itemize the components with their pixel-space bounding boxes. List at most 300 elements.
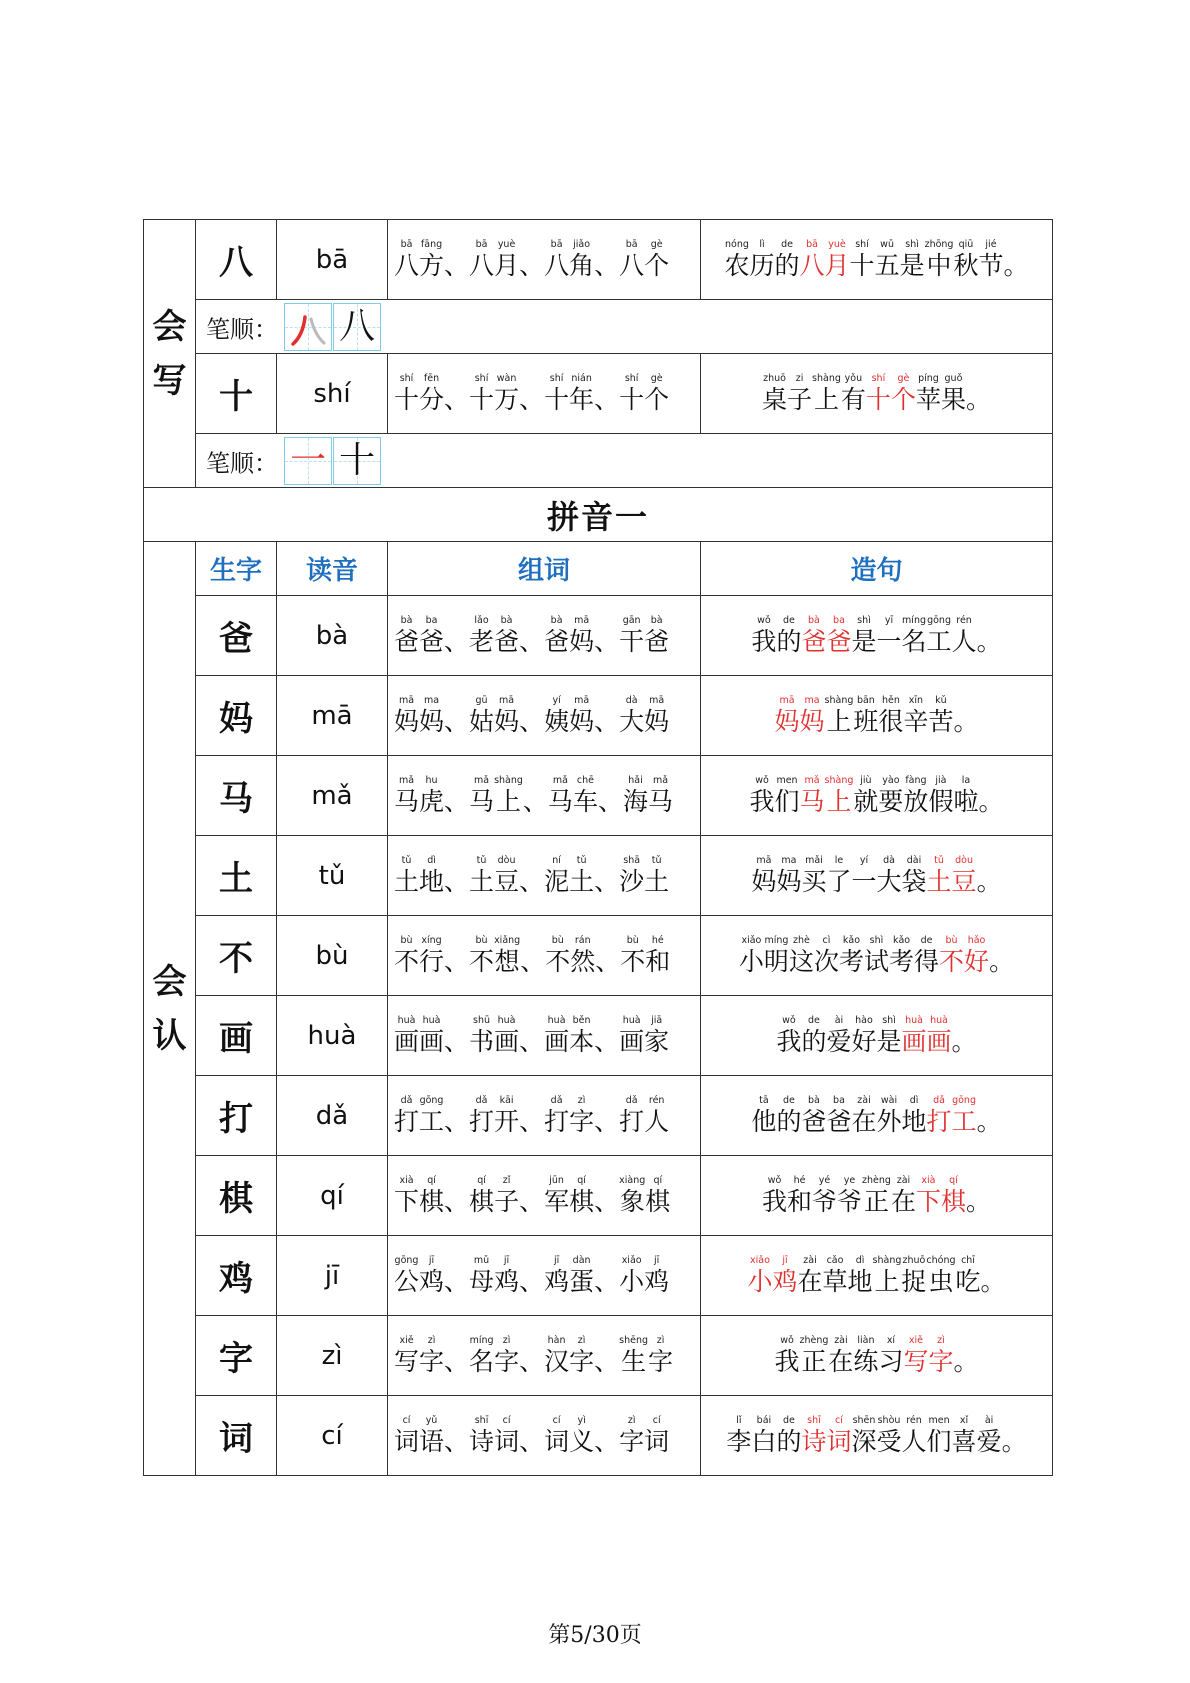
hanzi: 妈 (774, 706, 800, 736)
hanzi: 汉 (544, 1346, 570, 1376)
hanzi: 、 (444, 1426, 470, 1456)
hanzi: 写 (394, 1346, 420, 1376)
hanzi: 。 (989, 946, 1015, 976)
pinyin-annotation: shí (855, 238, 869, 250)
punctuation (444, 1015, 469, 1057)
ruby-char (977, 1415, 1002, 1457)
hanzi: 的 (801, 1026, 827, 1056)
ruby-char (902, 1415, 927, 1457)
hanzi: 月 (824, 250, 850, 280)
ruby-char (544, 239, 569, 281)
hanzi: 我 (774, 1346, 800, 1376)
pinyin-annotation: bà (400, 614, 413, 626)
ruby-char (394, 373, 419, 415)
ruby-char (494, 855, 519, 897)
hanzi: 不 (545, 946, 571, 976)
punctuation (966, 1175, 991, 1217)
hanzi: 爸 (494, 626, 520, 656)
pinyin-annotation: xiě (908, 1334, 924, 1346)
hanzi: 、 (519, 1186, 545, 1216)
ruby-char (900, 239, 925, 281)
example-sentence (701, 1156, 1053, 1236)
hanzi: 外 (876, 1106, 902, 1136)
pinyin-annotation: gè (897, 372, 910, 384)
hanzi: 八 (799, 250, 825, 280)
ruby-char (419, 1015, 444, 1057)
pinyin-annotation: tǔ (651, 854, 662, 866)
hanzi: 打 (926, 1106, 952, 1136)
ruby-char (419, 695, 444, 737)
ruby-char (544, 1415, 569, 1457)
pinyin-annotation: qí (577, 1174, 586, 1186)
punctuation (594, 1415, 619, 1457)
hanzi: 、 (594, 384, 620, 414)
hanzi: 妈 (569, 626, 595, 656)
pinyin-annotation: hé (651, 934, 664, 946)
pinyin-annotation: huà (397, 1014, 416, 1026)
pinyin-annotation: lǐ (736, 1414, 742, 1426)
pinyin-annotation: jiā (651, 1014, 663, 1026)
character: 字 (196, 1316, 277, 1396)
punctuation (977, 1095, 1002, 1137)
ruby-char (469, 1255, 494, 1297)
hanzi: 中 (926, 250, 952, 280)
ruby-char (644, 239, 669, 281)
write-row-ba (144, 220, 1053, 300)
pinyin-annotation: xià (921, 1174, 936, 1186)
section-title: 拼音一 (144, 488, 1053, 542)
hanzi: 。 (976, 866, 1002, 896)
pinyin-annotation: tǔ (934, 854, 944, 866)
pinyin-annotation: xǐ (959, 1414, 969, 1426)
ruby-char (469, 1095, 494, 1137)
hanzi: 词 (544, 1426, 570, 1456)
ruby-char (877, 1095, 902, 1137)
hanzi: 词 (494, 1426, 520, 1456)
pinyin-annotation: fēn (423, 372, 440, 384)
pinyin-annotation: xīn (908, 694, 924, 706)
pinyin-annotation: de (920, 934, 933, 946)
punctuation (989, 935, 1014, 977)
pinyin-annotation: bān (856, 694, 875, 706)
pinyin-annotation: dì (855, 1254, 865, 1266)
ruby-char (726, 1415, 751, 1457)
pinyin-annotation: ma (804, 694, 820, 706)
hanzi: 要 (878, 786, 904, 816)
ruby-char (825, 775, 854, 817)
hanzi: 妈 (751, 866, 777, 896)
hanzi: 下 (394, 1186, 420, 1216)
ruby-char (644, 695, 669, 737)
hanzi: 、 (444, 786, 470, 816)
hanzi: 角 (569, 250, 595, 280)
pinyin-annotation: shā (623, 854, 641, 866)
word-list (388, 676, 701, 756)
hanzi: 八 (544, 250, 570, 280)
ruby-char (469, 855, 494, 897)
pinyin-annotation: bù (400, 934, 413, 946)
ruby-char (877, 1015, 902, 1057)
hanzi: 字 (619, 1426, 645, 1456)
ruby-char (801, 1095, 826, 1137)
pinyin-annotation: ba (833, 614, 845, 626)
ruby-char (850, 239, 875, 281)
hanzi: 考 (838, 946, 864, 976)
pinyin-annotation: shí (549, 372, 564, 384)
hanzi: 试 (863, 946, 889, 976)
vocabulary-table (143, 219, 1053, 1476)
pinyin-annotation: qí (949, 1174, 958, 1186)
pinyin-annotation: zhuō (763, 372, 786, 384)
pinyin-annotation: men (928, 1414, 950, 1426)
ruby-char (851, 1095, 876, 1137)
ruby-char (469, 1415, 494, 1457)
ruby-char (469, 775, 494, 817)
pinyin-annotation: fàng (905, 774, 927, 786)
character: 八 (196, 220, 277, 300)
ruby-char (914, 935, 939, 977)
pinyin-annotation: ma (781, 854, 797, 866)
ruby-char (927, 615, 952, 657)
hanzi: 十 (865, 384, 891, 414)
pinyin-annotation: bā (400, 238, 413, 250)
word-list (388, 1236, 701, 1316)
ruby-char (873, 1255, 902, 1297)
ruby-char (469, 373, 494, 415)
ruby-char (826, 1415, 851, 1457)
hanzi: 喜 (951, 1426, 977, 1456)
hanzi: 地 (901, 1106, 927, 1136)
hanzi: 棋 (645, 1186, 671, 1216)
hanzi: 大 (619, 706, 645, 736)
character: 词 (196, 1396, 277, 1476)
hanzi: 小 (738, 946, 764, 976)
pinyin-annotation: shàng (824, 694, 854, 706)
ruby-char (812, 373, 841, 415)
hanzi: 了 (826, 866, 852, 896)
hanzi: 啦 (953, 786, 979, 816)
ruby-char (544, 373, 569, 415)
hanzi: 马 (547, 786, 573, 816)
pinyin-annotation: cí (402, 1414, 411, 1426)
hanzi: 豆 (951, 866, 977, 896)
punctuation (1004, 239, 1029, 281)
hanzi: 妈 (799, 706, 825, 736)
pinyin-annotation: yī (884, 614, 894, 626)
pinyin-annotation: yí (552, 694, 561, 706)
ruby-char (419, 935, 444, 977)
ruby-char (394, 239, 419, 281)
hanzi: 。 (966, 1186, 992, 1216)
pinyin-annotation: cí (552, 1414, 561, 1426)
pinyin-annotation: yé (818, 1174, 831, 1186)
ruby-char (494, 373, 519, 415)
hanzi: 名 (469, 1346, 495, 1376)
hanzi: 、 (519, 250, 545, 280)
ruby-char (866, 373, 891, 415)
ruby-char (469, 1015, 494, 1057)
pinyin: bà (277, 596, 388, 676)
pinyin-annotation: wàn (496, 372, 517, 384)
hanzi: 不 (620, 946, 646, 976)
section-title-row (144, 488, 1053, 542)
pinyin-annotation: zì (502, 1334, 511, 1346)
ruby-char (775, 239, 800, 281)
pinyin-annotation: mā (574, 694, 590, 706)
pinyin-annotation: gōng (419, 1094, 444, 1106)
stroke-step-1 (288, 306, 328, 347)
header-row (144, 542, 1053, 596)
ruby-char (826, 855, 851, 897)
hanzi: 捉 (901, 1266, 927, 1296)
ruby-char (925, 239, 954, 281)
example-sentence (701, 1396, 1053, 1476)
hanzi: 十 (469, 384, 495, 414)
pinyin-annotation: chī (961, 1254, 975, 1266)
pinyin-annotation: yuè (828, 238, 846, 250)
hanzi: 名 (901, 626, 927, 656)
ruby-char (776, 1015, 801, 1057)
hanzi: 。 (953, 706, 979, 736)
pinyin-annotation: men (776, 774, 798, 786)
pinyin-annotation: míng (902, 614, 926, 626)
hanzi: 语 (419, 1426, 445, 1456)
pinyin-annotation: wǒ (755, 774, 769, 786)
hanzi: 明 (763, 946, 789, 976)
word-list (388, 1316, 701, 1396)
ruby-char (928, 695, 953, 737)
pinyin-annotation: qí (427, 1174, 436, 1186)
ruby-char (775, 775, 800, 817)
table-row (144, 756, 1053, 836)
ruby-char (751, 615, 776, 657)
hanzi: 李 (726, 1426, 752, 1456)
hanzi: 爸 (644, 626, 670, 656)
pinyin-annotation: zì (577, 1094, 586, 1106)
ruby-char (619, 855, 644, 897)
header-character: 生字 (196, 542, 277, 596)
hanzi: 上 (826, 706, 852, 736)
hanzi: 然 (570, 946, 596, 976)
pinyin-annotation: rén (956, 614, 972, 626)
hanzi: 地 (419, 866, 445, 896)
ruby-char (644, 373, 669, 415)
ruby-char (469, 1175, 494, 1217)
hanzi: 土 (926, 866, 952, 896)
hanzi: 们 (926, 1426, 952, 1456)
pinyin-annotation: zǐ (502, 1174, 511, 1186)
pinyin-annotation: dà (625, 694, 638, 706)
ruby-char (644, 1255, 669, 1297)
pinyin-annotation: shí (399, 372, 414, 384)
ruby-char (419, 1175, 444, 1217)
hanzi: 年 (569, 384, 595, 414)
hanzi: 词 (826, 1426, 852, 1456)
hanzi: 个 (644, 250, 670, 280)
pinyin-annotation: mā (499, 694, 515, 706)
pinyin-annotation: zhuō (902, 1254, 926, 1266)
hanzi: 马 (469, 786, 495, 816)
pinyin-annotation: gōng (927, 614, 951, 626)
hanzi: 爱 (976, 1426, 1002, 1456)
hanzi: 上 (826, 786, 852, 816)
pinyin-annotation: zhèng (862, 1174, 891, 1186)
pinyin-annotation: xíng (421, 934, 442, 946)
ruby-char (939, 935, 964, 977)
table-row (144, 1316, 1053, 1396)
pinyin-annotation: mǔ (473, 1254, 490, 1266)
ruby-char (645, 935, 670, 977)
pinyin-annotation: shēng (619, 1334, 649, 1346)
ruby-char (927, 855, 952, 897)
pinyin-annotation: jī (782, 1254, 788, 1266)
pinyin-annotation: bù (475, 934, 488, 946)
hanzi: 画 (394, 1026, 420, 1056)
hanzi: 棋 (940, 1186, 966, 1216)
hanzi: 在 (797, 1266, 823, 1296)
pinyin-annotation: bà (808, 1094, 820, 1106)
hanzi: 姑 (469, 706, 495, 736)
hanzi: 、 (519, 1426, 545, 1456)
hanzi: 、 (594, 1026, 620, 1056)
hanzi: 节 (978, 250, 1004, 280)
hanzi: 工 (926, 626, 952, 656)
ruby-char (875, 239, 900, 281)
hanzi: 字 (648, 1346, 674, 1376)
punctuation (444, 239, 469, 281)
pinyin-annotation: kǔ (935, 694, 947, 706)
ruby-char (928, 1335, 953, 1377)
hanzi: 。 (953, 1346, 979, 1376)
hanzi: 、 (594, 1266, 620, 1296)
punctuation (519, 1095, 544, 1137)
pinyin-annotation: mā (756, 854, 772, 866)
pinyin-annotation: dòu (497, 854, 516, 866)
hanzi: 、 (444, 706, 470, 736)
ruby-char (645, 1175, 670, 1217)
character: 马 (196, 756, 277, 836)
punctuation (444, 695, 469, 737)
hanzi: 打 (394, 1106, 420, 1136)
ruby-char (494, 1255, 519, 1297)
ruby-char (877, 855, 902, 897)
pinyin-annotation: zài (803, 1254, 817, 1266)
pinyin-annotation: shī (807, 1414, 821, 1426)
ruby-char (644, 1015, 669, 1057)
ruby-char (570, 935, 595, 977)
ruby-char (826, 1095, 851, 1137)
pinyin-annotation: zi (795, 372, 804, 384)
pinyin-annotation: tǔ (401, 854, 412, 866)
hanzi: 字 (419, 1346, 445, 1376)
stroke-order-label: 笔顺： (206, 449, 278, 477)
hanzi: 妈 (394, 706, 420, 736)
hanzi: 义 (569, 1426, 595, 1456)
hanzi: 家 (644, 1026, 670, 1056)
punctuation (444, 1255, 469, 1297)
hanzi: 、 (444, 1346, 470, 1376)
ruby-char (774, 1335, 799, 1377)
pinyin-annotation: de (808, 1014, 820, 1026)
hanzi: 八 (394, 250, 420, 280)
hanzi: 棋 (469, 1186, 495, 1216)
pinyin-annotation: shàng (872, 1254, 902, 1266)
pinyin-annotation: yì (577, 1414, 586, 1426)
ruby-char (394, 855, 419, 897)
character: 土 (196, 836, 277, 916)
ruby-char (494, 1335, 519, 1377)
hanzi: 沙 (619, 866, 645, 896)
pinyin: bā (277, 220, 388, 300)
pinyin-annotation: dài (906, 854, 922, 866)
pinyin-annotation: xiě (399, 1334, 414, 1346)
pinyin-annotation: huà (930, 1014, 948, 1026)
pinyin-annotation: bā (550, 238, 563, 250)
hanzi: 爸 (394, 626, 420, 656)
hanzi: 好 (851, 1026, 877, 1056)
hanzi: 得 (914, 946, 940, 976)
hanzi: 子 (787, 384, 813, 414)
word-list (388, 916, 701, 996)
pinyin-annotation: jiù (860, 774, 872, 786)
ruby-char (903, 695, 928, 737)
hanzi: 正 (863, 1186, 889, 1216)
ruby-char (762, 373, 787, 415)
pinyin-annotation: bù (945, 934, 958, 946)
pinyin-annotation: shì (882, 1014, 896, 1026)
ruby-char (926, 1255, 955, 1297)
hanzi: 军 (544, 1186, 570, 1216)
pinyin: mǎ (277, 756, 388, 836)
ruby-char (544, 695, 569, 737)
punctuation (444, 1335, 469, 1377)
hanzi: 土 (644, 866, 670, 896)
pinyin-annotation: mǎ (398, 774, 415, 786)
word-list (388, 220, 701, 300)
hanzi: 、 (444, 946, 470, 976)
pinyin-annotation: xiàng (619, 1174, 646, 1186)
hanzi: 不 (394, 946, 420, 976)
hanzi: 公 (394, 1266, 420, 1296)
pinyin-annotation: mǎ (804, 774, 820, 786)
pinyin-annotation: yuè (497, 238, 516, 250)
hanzi: 下 (915, 1186, 941, 1216)
pinyin-annotation: bà (808, 614, 820, 626)
pinyin-annotation: jūn (549, 1174, 564, 1186)
hanzi: 画 (926, 1026, 952, 1056)
ruby-char (724, 239, 749, 281)
hanzi: 画 (544, 1026, 570, 1056)
pinyin-annotation: jī (428, 1254, 435, 1266)
hanzi: 个 (890, 384, 916, 414)
hanzi: 大 (876, 866, 902, 896)
pinyin-annotation: chóng (926, 1254, 956, 1266)
hanzi: 爷 (812, 1186, 838, 1216)
pinyin-annotation: cǎo (826, 1254, 844, 1266)
hanzi: 上 (813, 384, 839, 414)
stroke-grid-box (333, 437, 381, 485)
ruby-char (776, 1415, 801, 1457)
pinyin: shí (277, 354, 388, 434)
hanzi: 妈 (419, 706, 445, 736)
ruby-char (952, 615, 977, 657)
ruby-char (494, 239, 519, 281)
ruby-char (878, 695, 903, 737)
ruby-char (644, 615, 669, 657)
punctuation (594, 1175, 619, 1217)
pinyin-annotation: chē (576, 774, 594, 786)
punctuation (594, 239, 619, 281)
